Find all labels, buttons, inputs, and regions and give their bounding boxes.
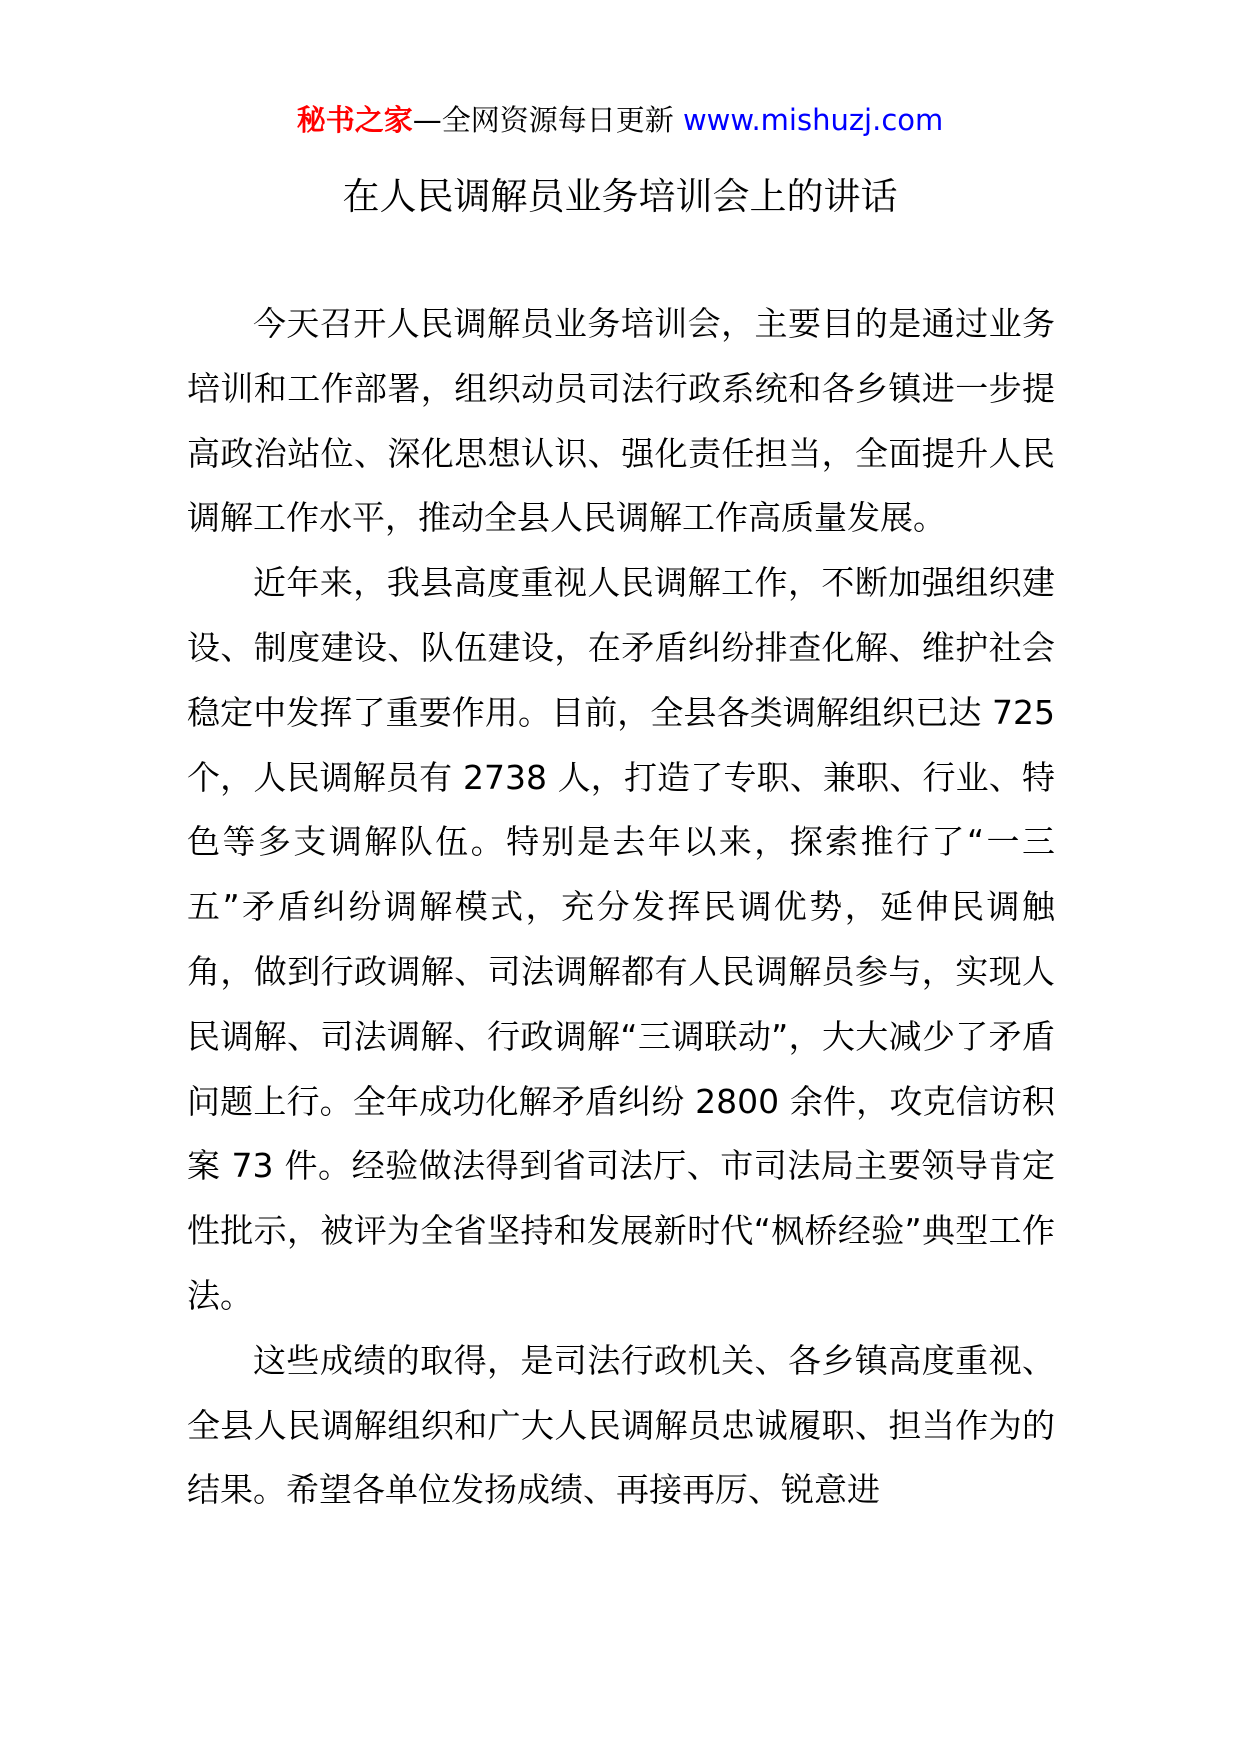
paragraph: 今天召开人民调解员业务培训会，主要目的是通过业务培训和工作部署，组织动员司法行政系统和各乡镇进一步提高政治站位、深化思想认识、强化责任担当，全面提升人民调解工作水平，推动全县人民调解工作高质量发展。 bbox=[187, 304, 1055, 538]
document-body bbox=[187, 292, 1055, 1523]
brand-name: 秘书之家 bbox=[296, 103, 413, 137]
header-tagline: —全网资源每日更新 bbox=[412, 103, 674, 137]
site-header bbox=[0, 100, 1240, 140]
document-title: 在人民调解员业务培训会上的讲话 bbox=[342, 175, 898, 218]
site-url-link[interactable]: www.mishuzj.com bbox=[682, 103, 944, 137]
paragraph: 这些成绩的取得，是司法行政机关、各乡镇高度重视、全县人民调解组织和广大人民调解员忠诚履职、担当作为的结果。希望各单位发扬成绩、再接再厉、锐意进 bbox=[187, 1340, 1055, 1510]
paragraph: 近年来，我县高度重视人民调解工作，不断加强组织建设、制度建设、队伍建设，在矛盾纠纷排查化解、维护社会稳定中发挥了重要作用。目前，全县各类调解组织已达 725 个，人民调解员有 2738 人，打造了专职、兼职、行业、特色等多支调解队伍。特别是去年以来，探索推行了“一三五”矛盾纠纷调解模式，充分发挥民调优势，延伸民调触角，做到行政调解、司法调解都有人民调解员参与，实现人民调解、司法调解、行政调解“三调联动”，大大减少了矛盾问题上行。全年成功化解矛盾纠纷 2800 余件，攻克信访积案 73 件。经验做法得到省司法厅、市司法局主要领导肯定性批示，被评为全省坚持和发展新时代“枫桥经验”典型工作法。 bbox=[187, 563, 1055, 1315]
